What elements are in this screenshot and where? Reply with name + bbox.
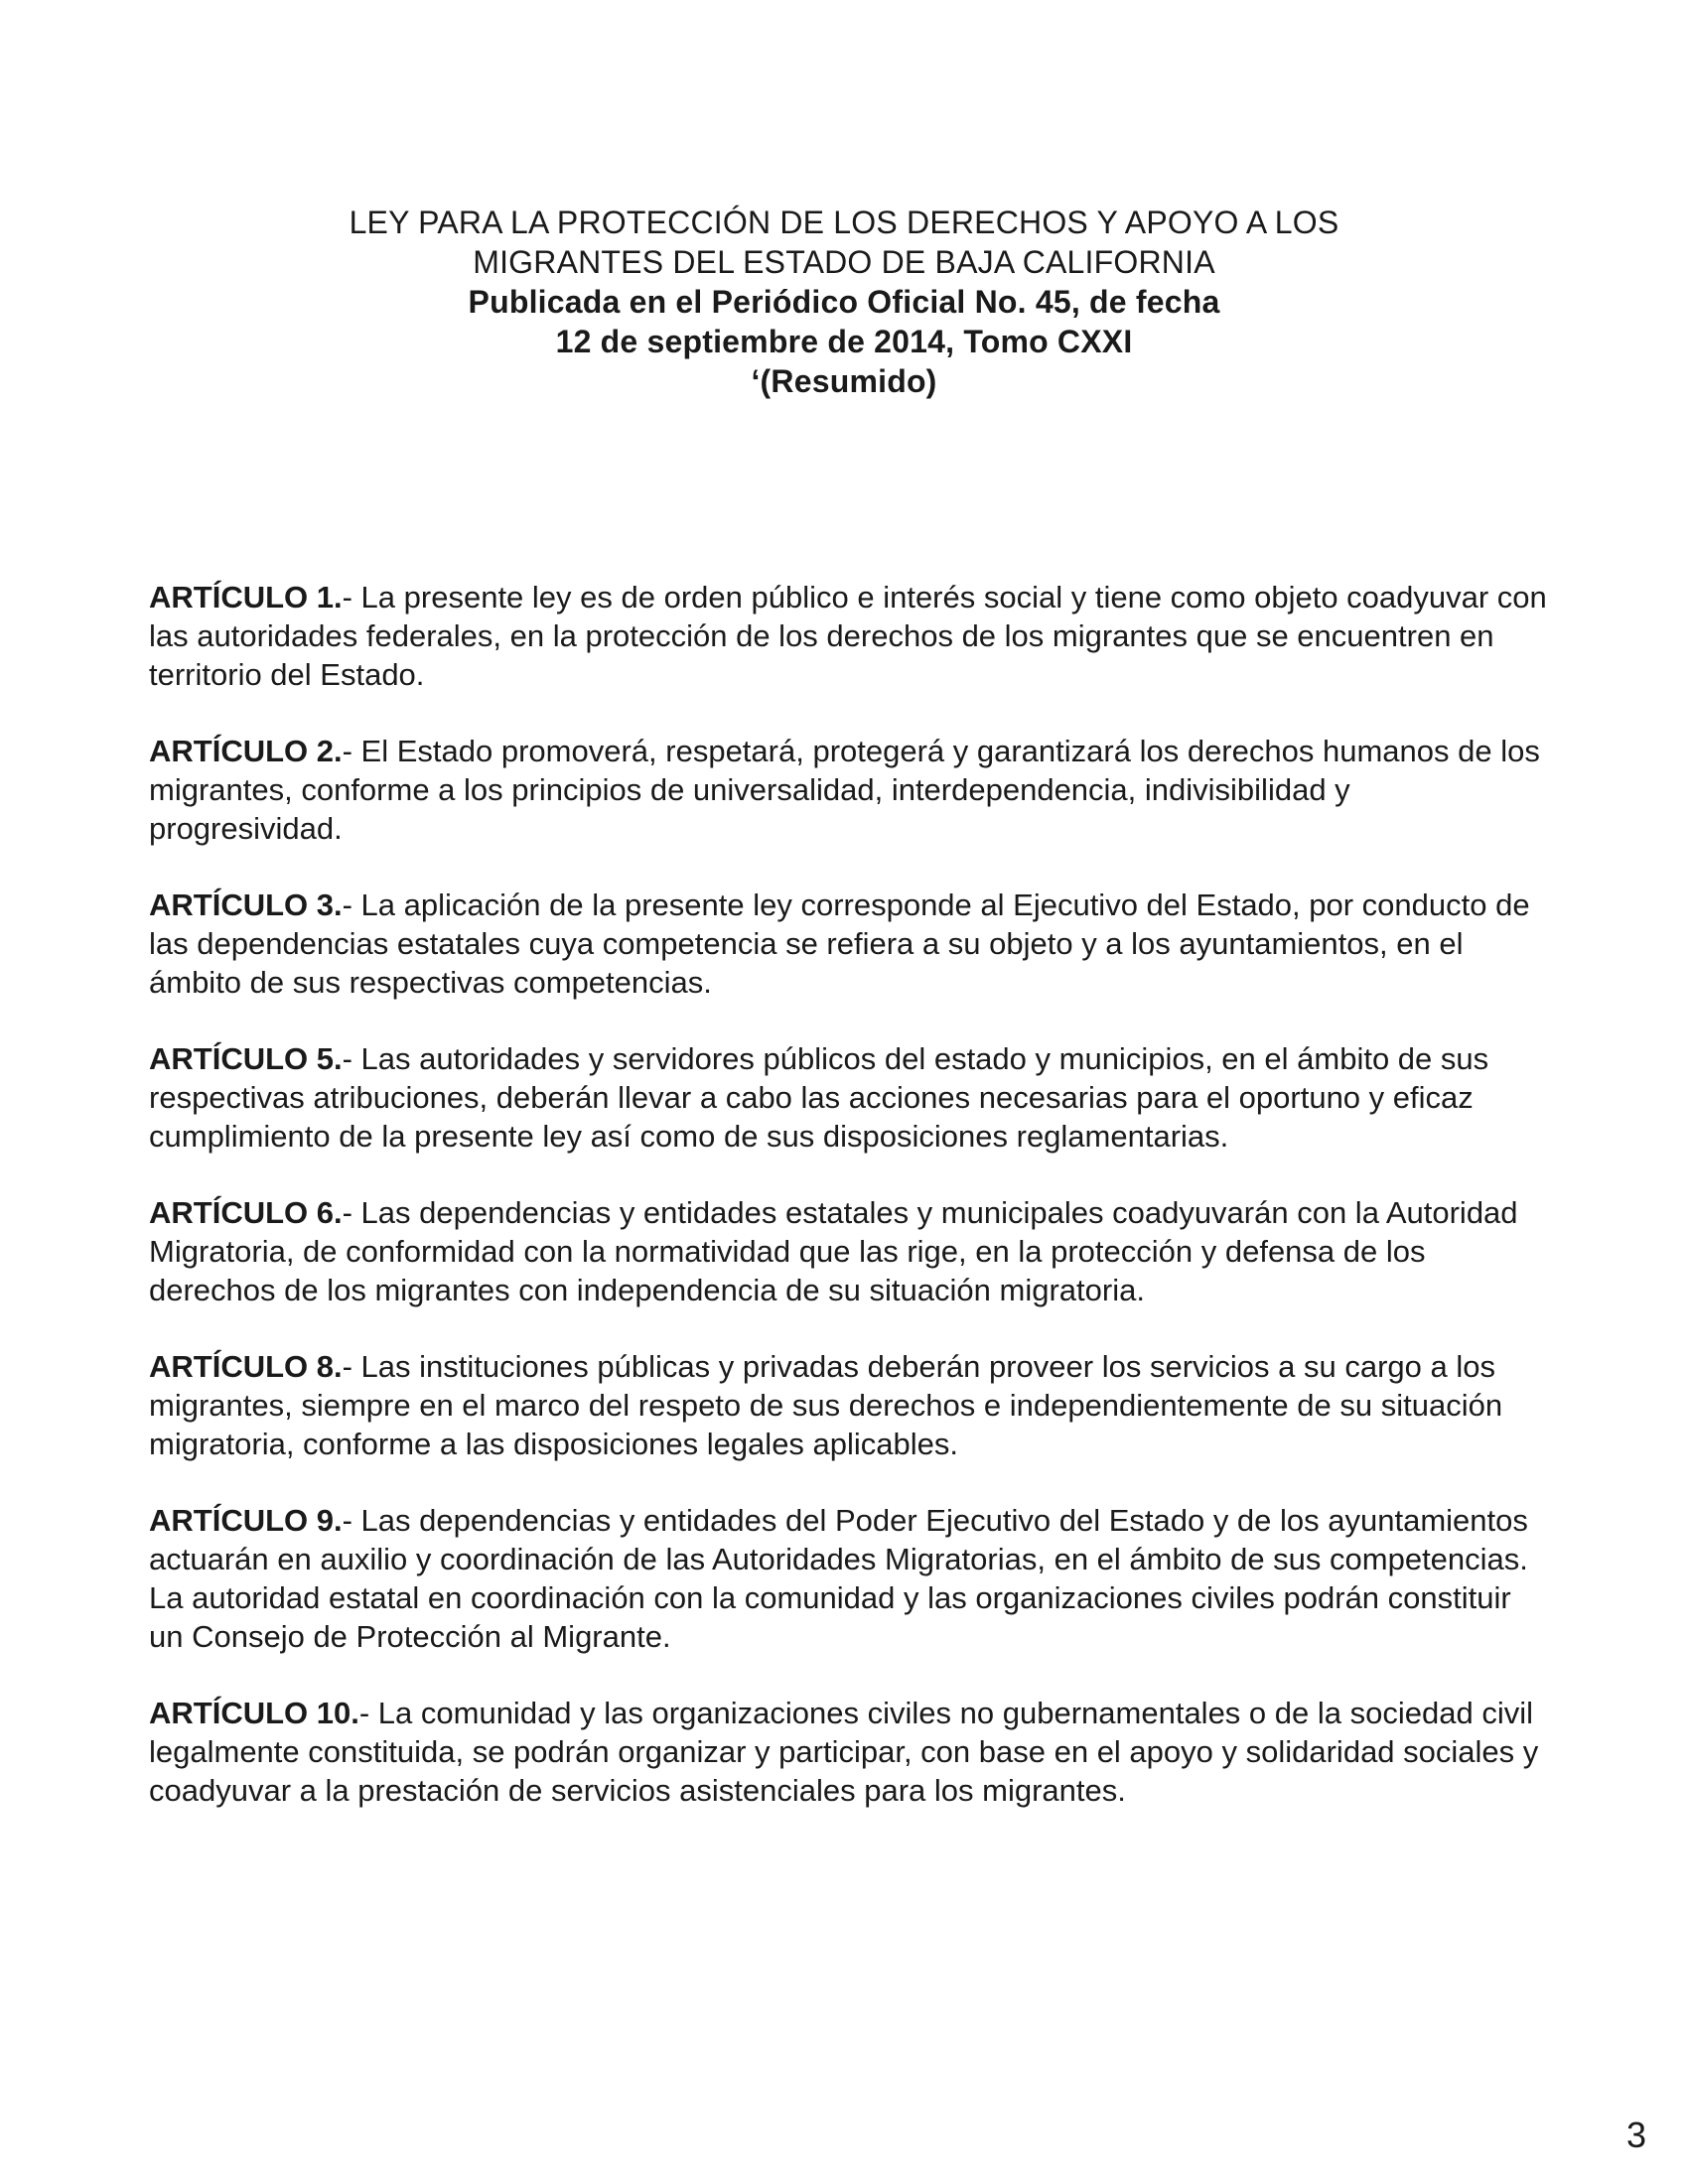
article-label: ARTÍCULO 8.: [149, 1349, 343, 1384]
document-header: [0, 203, 1688, 401]
article-text: - Las dependencias y entidades del Poder Ejecutivo del Estado y de los ayuntamientos actuarán en auxilio y coordinación de las Autoridades Migratorias, en el ámbito de sus competencias. La autoridad estatal en coordinación con la comunidad y las organizaciones civiles podrán constituir un Consejo de Protección al Migrante.: [149, 1503, 1528, 1654]
law-title-line-1: LEY PARA LA PROTECCIÓN DE LOS DERECHOS Y APOYO A LOS: [349, 205, 1339, 240]
article-label: ARTÍCULO 5.: [149, 1041, 343, 1076]
article-label: ARTÍCULO 2.: [149, 734, 343, 768]
article-2: [149, 732, 1549, 848]
article-label: ARTÍCULO 6.: [149, 1195, 343, 1230]
article-text: - La comunidad y las organizaciones civiles no gubernamentales o de la sociedad civil legalmente constituida, se podrán organizar y participar, con base en el apoyo y solidaridad sociales y coadyuvar a la prestación de servicios asistenciales para los migrantes.: [149, 1696, 1539, 1808]
article-text: - Las autoridades y servidores públicos del estado y municipios, en el ámbito de sus respectivas atribuciones, deberán llevar a cabo las acciones necesarias para el oportuno y eficaz cumplimiento de la presente ley así como de sus disposiciones reglamentarias.: [149, 1041, 1489, 1154]
articles-list: [149, 578, 1549, 1847]
article-label: ARTÍCULO 9.: [149, 1503, 343, 1538]
article-label: ARTÍCULO 10.: [149, 1696, 359, 1730]
publication-info-line-1: Publicada en el Periódico Oficial No. 45, de fecha: [468, 284, 1220, 320]
article-text: - La aplicación de la presente ley corresponde al Ejecutivo del Estado, por conducto de las dependencias estatales cuya competencia se refiera a su objeto y a los ayuntamientos, en el ámbito de sus respectivas competencias.: [149, 887, 1530, 1000]
summary-note: ‘(Resumido): [751, 363, 937, 399]
article-8: [149, 1347, 1549, 1463]
publication-info-line-2: 12 de septiembre de 2014, Tomo CXXI: [555, 324, 1133, 359]
law-title-line-2: MIGRANTES DEL ESTADO DE BAJA CALIFORNIA: [473, 244, 1215, 280]
article-text: - El Estado promoverá, respetará, protegerá y garantizará los derechos humanos de los migrantes, conforme a los principios de universalidad, interdependencia, indivisibilidad y progresividad.: [149, 734, 1540, 846]
article-text: - La presente ley es de orden público e interés social y tiene como objeto coadyuvar con las autoridades federales, en la protección de los derechos de los migrantes que se encuentren en territorio del Estado.: [149, 580, 1547, 692]
article-text: - Las instituciones públicas y privadas deberán proveer los servicios a su cargo a los migrantes, siempre en el marco del respeto de sus derechos e independientemente de su situación migratoria, conforme a las disposiciones legales aplicables.: [149, 1349, 1503, 1461]
article-1: [149, 578, 1549, 694]
article-9: [149, 1501, 1549, 1656]
article-label: ARTÍCULO 3.: [149, 887, 343, 922]
article-3: [149, 886, 1549, 1002]
article-5: [149, 1039, 1549, 1156]
article-6: [149, 1193, 1549, 1309]
article-label: ARTÍCULO 1.: [149, 580, 343, 614]
article-10: [149, 1694, 1549, 1810]
page-number: 3: [1625, 2115, 1646, 2155]
article-text: - Las dependencias y entidades estatales y municipales coadyuvarán con la Autoridad Migratoria, de conformidad con la normatividad que las rige, en la protección y defensa de los derechos de los migrantes con independencia de su situación migratoria.: [149, 1195, 1518, 1307]
